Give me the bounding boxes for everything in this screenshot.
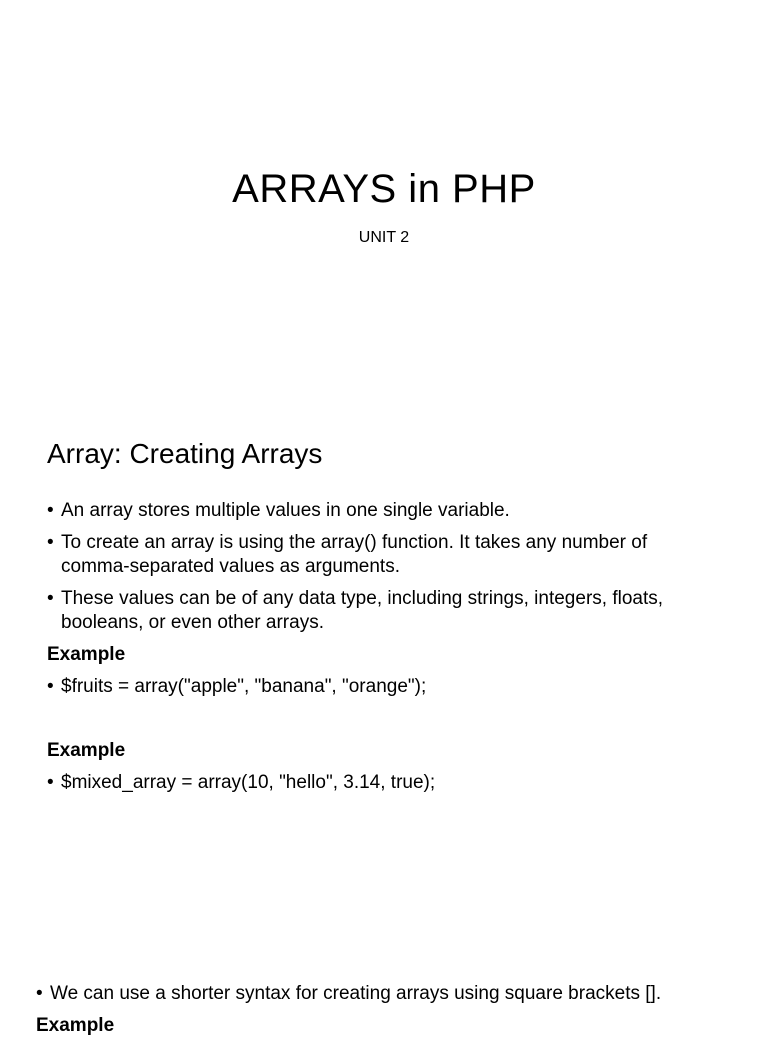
bullet-item xyxy=(47,587,717,635)
bullet-text: These values can be of any data type, including strings, integers, floats, booleans, or even other arrays. xyxy=(61,588,664,633)
bullet-text: To create an array is using the array() function. It takes any number of comma-separated values as arguments. xyxy=(61,532,648,577)
bullet-marker: • xyxy=(47,588,54,609)
bullet-item xyxy=(36,982,736,1006)
bullet-marker: • xyxy=(47,500,54,521)
example-code-item xyxy=(47,675,717,699)
example-code: $fruits = array("apple", "banana", "orange"); xyxy=(61,676,427,697)
presentation-title: ARRAYS in PHP xyxy=(232,167,536,211)
bullet-marker: • xyxy=(47,676,54,697)
example-label: Example xyxy=(36,1015,115,1036)
slide-body xyxy=(47,499,717,803)
bullet-text: An array stores multiple values in one single variable. xyxy=(61,500,510,521)
content-slide-creating-arrays xyxy=(0,412,768,952)
bullet-marker: • xyxy=(36,983,43,1004)
bullet-item xyxy=(47,531,717,579)
slide-body xyxy=(36,982,736,1014)
bullet-item xyxy=(47,499,717,523)
content-slide-short-syntax xyxy=(0,954,768,1036)
bullet-marker: • xyxy=(47,772,54,793)
example-label: Example xyxy=(47,740,126,761)
bullet-marker: • xyxy=(47,532,54,553)
spacer xyxy=(47,707,717,739)
title-slide xyxy=(0,0,768,410)
example-code-item xyxy=(47,771,717,795)
example-label: Example xyxy=(47,644,126,665)
bullet-text: We can use a shorter syntax for creating arrays using square brackets []. xyxy=(50,983,662,1004)
example-code: $mixed_array = array(10, "hello", 3.14, true); xyxy=(61,772,436,793)
presentation-subtitle: UNIT 2 xyxy=(358,229,410,246)
slide-heading: Array: Creating Arrays xyxy=(47,438,323,469)
